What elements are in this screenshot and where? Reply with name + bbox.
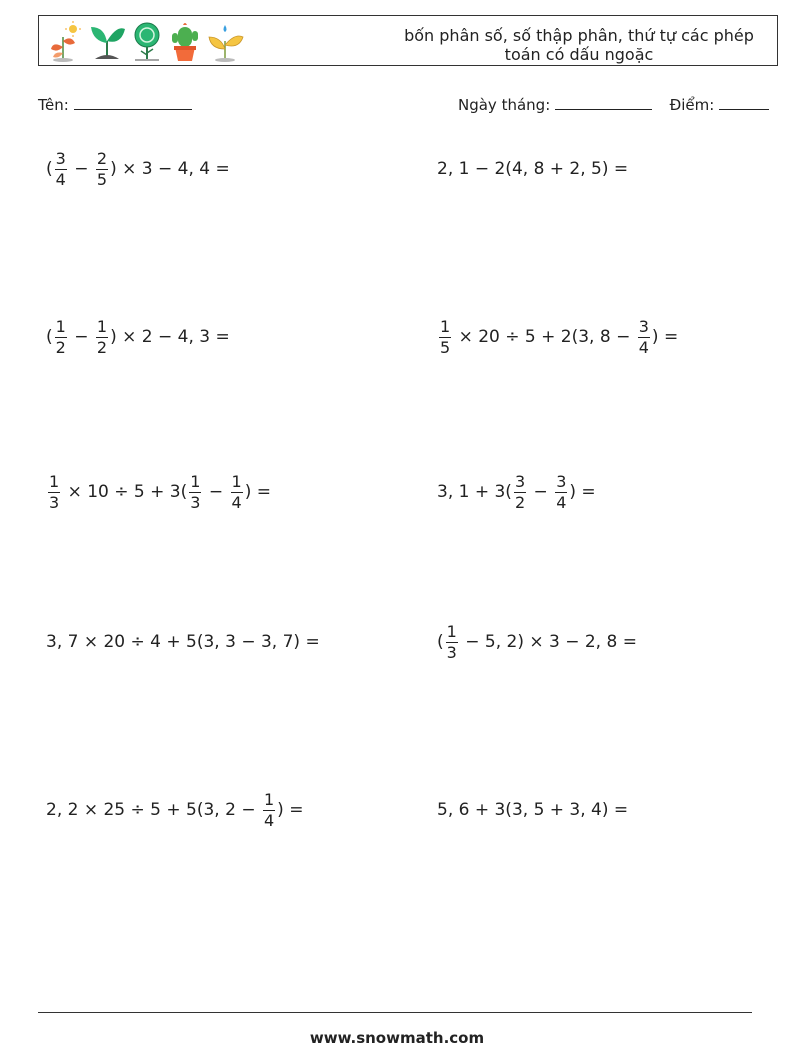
expression-text: ) = xyxy=(651,327,679,347)
problem-1 xyxy=(46,144,230,194)
watered-sprout-icon xyxy=(205,19,245,63)
score-blank[interactable] xyxy=(719,95,769,110)
name-label: Tên: xyxy=(38,96,69,114)
expression-text: ( xyxy=(46,159,53,179)
fraction xyxy=(48,471,60,512)
flower-sun-icon xyxy=(45,19,85,63)
problem-2 xyxy=(437,144,628,194)
expression-text: − xyxy=(203,482,229,502)
problem-3 xyxy=(46,312,230,362)
fraction-denominator: 2 xyxy=(514,492,526,512)
problem-4 xyxy=(437,312,678,362)
fraction xyxy=(96,316,108,357)
date-blank[interactable] xyxy=(555,95,652,110)
expression-text: × 20 ÷ 5 + 2(3, 8 − xyxy=(453,327,636,347)
problem-5 xyxy=(46,467,271,517)
date-score-field xyxy=(458,95,769,114)
expression-text: ) = xyxy=(277,800,304,820)
expression-text: ( xyxy=(46,327,53,347)
fraction xyxy=(189,471,201,512)
expression-text: ) × 3 − 4, 4 = xyxy=(110,159,230,179)
fraction-numerator: 3 xyxy=(514,471,526,491)
expression-text: ( xyxy=(437,632,444,652)
cactus-pot-icon xyxy=(167,19,203,63)
fraction-denominator: 3 xyxy=(49,492,60,512)
fraction-numerator: 2 xyxy=(96,148,108,168)
expression-text: 5, 6 + 3(3, 5 + 3, 4) = xyxy=(437,800,629,820)
fraction-numerator: 1 xyxy=(263,789,275,809)
tree-icon xyxy=(129,19,165,63)
problem-6 xyxy=(437,467,596,517)
fraction-denominator: 4 xyxy=(55,169,66,189)
fraction-numerator: 3 xyxy=(55,148,66,168)
fraction-numerator: 1 xyxy=(49,471,60,491)
fraction-numerator: 1 xyxy=(96,316,108,336)
fraction xyxy=(439,316,451,357)
fraction-denominator: 3 xyxy=(190,492,201,512)
fraction-numerator: 3 xyxy=(556,471,567,491)
name-field xyxy=(38,95,192,114)
fraction-numerator: 1 xyxy=(440,316,451,336)
fraction-denominator: 2 xyxy=(96,337,108,357)
header-box xyxy=(38,15,778,66)
fraction-denominator: 4 xyxy=(263,810,275,830)
problem-8 xyxy=(437,617,637,667)
sprout-icon xyxy=(87,19,127,63)
expression-text: − xyxy=(68,159,94,179)
fraction xyxy=(555,471,567,512)
fraction-numerator: 1 xyxy=(55,316,66,336)
footer-website: www.snowmath.com xyxy=(309,1029,485,1047)
footer-divider xyxy=(38,1012,752,1013)
plant-icons xyxy=(45,19,245,63)
fraction-denominator: 4 xyxy=(231,492,242,512)
fraction-numerator: 1 xyxy=(446,621,457,641)
fraction xyxy=(638,316,650,357)
expression-text: 2, 1 − 2(4, 8 + 2, 5) = xyxy=(437,159,629,179)
expression-text: ) = xyxy=(569,482,596,502)
fraction xyxy=(55,148,67,189)
fraction-denominator: 4 xyxy=(638,337,649,357)
fraction-denominator: 5 xyxy=(440,337,451,357)
fraction xyxy=(96,148,108,189)
fraction-denominator: 3 xyxy=(446,642,457,662)
fraction xyxy=(263,789,275,830)
worksheet-title: bốn phân số, số thập phân, thứ tự các phép toán có dấu ngoặc xyxy=(404,26,754,64)
problem-9 xyxy=(46,785,303,835)
expression-text: 3, 7 × 20 ÷ 4 + 5(3, 3 − 3, 7) = xyxy=(46,632,320,652)
fraction-numerator: 3 xyxy=(638,316,649,336)
expression-text: − 5, 2) × 3 − 2, 8 = xyxy=(459,632,637,652)
fraction-denominator: 5 xyxy=(96,169,108,189)
expression-text: 2, 2 × 25 ÷ 5 + 5(3, 2 − xyxy=(46,800,261,820)
expression-text: − xyxy=(68,327,94,347)
problem-10 xyxy=(437,785,628,835)
fraction-numerator: 1 xyxy=(190,471,201,491)
fraction-numerator: 1 xyxy=(231,471,242,491)
expression-text: ) = xyxy=(244,482,271,502)
fraction xyxy=(55,316,67,357)
expression-text: − xyxy=(528,482,554,502)
fraction-denominator: 4 xyxy=(556,492,567,512)
fraction xyxy=(514,471,526,512)
score-label: Điểm: xyxy=(669,96,715,114)
expression-text: × 10 ÷ 5 + 3( xyxy=(62,482,188,502)
fraction xyxy=(231,471,243,512)
fraction-denominator: 2 xyxy=(55,337,66,357)
name-blank[interactable] xyxy=(74,95,192,110)
problem-7 xyxy=(46,617,320,667)
expression-text: 3, 1 + 3( xyxy=(437,482,512,502)
expression-text: ) × 2 − 4, 3 = xyxy=(110,327,230,347)
date-label: Ngày tháng: xyxy=(458,96,551,114)
fraction xyxy=(446,621,458,662)
